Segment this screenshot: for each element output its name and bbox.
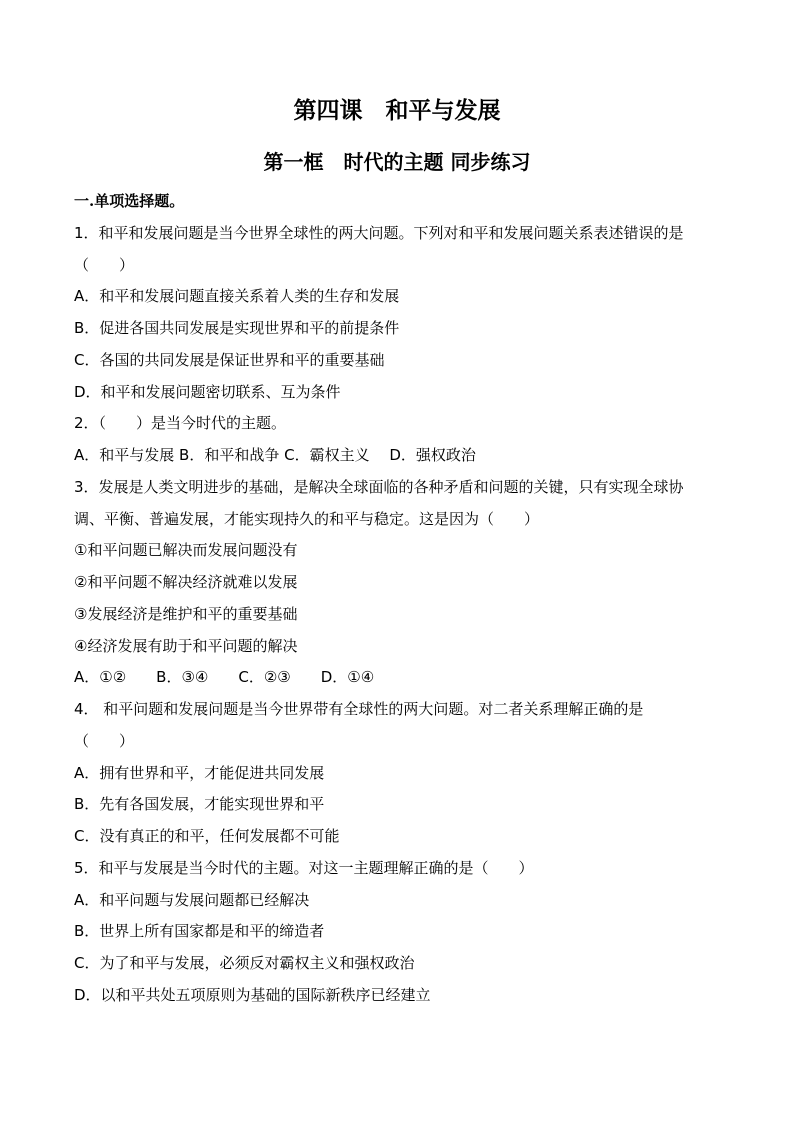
exercise-content [74,186,724,1012]
question-3-statement-2: ②和平问题不解决经济就难以发展 [74,573,298,591]
question-4-option-c: C．没有真正的和平，任何发展都不可能 [74,827,340,845]
question-1-option-a: A．和平和发展问题直接关系着人类的生存和发展 [74,287,400,306]
question-5-option-c: C．为了和平与发展，必须反对霸权主义和强权政治 [74,954,415,972]
question-3-stem-cont: 调、平衡、普遍发展，才能实现持久的和平与稳定。这是因为（ ） [74,509,540,528]
question-3-stem: 3．发展是人类文明进步的基础，是解决全球面临的各种矛盾和问题的关键，只有实现全球协 [74,477,684,496]
question-3-statement-4: ④经济发展有助于和平问题的解决 [74,636,298,655]
question-2-stem: 2．（ ）是当今时代的主题。 [74,414,287,433]
question-3-statement-1: ①和平问题已解决而发展问题没有 [74,541,298,560]
question-5-stem: 5．和平与发展是当今时代的主题。对这一主题理解正确的是（ ） [74,858,534,877]
question-4-option-b: B．先有各国发展，才能实现世界和平 [74,795,325,814]
question-5-option-d: D．以和平共处五项原则为基础的国际新秩序已经建立 [74,985,431,1004]
question-1-option-d: D．和平和发展问题密切联系、互为条件 [74,382,341,401]
question-2-options: A．和平与发展 B．和平和战争 C．霸权主义 D．强权政治 [74,446,476,464]
question-4-stem: 4． 和平问题和发展问题是当今世界带有全球性的两大问题。对二者关系理解正确的是 [74,700,644,718]
question-1-option-b: B．促进各国共同发展是实现世界和平的前提条件 [74,319,400,337]
question-5-option-b: B．世界上所有国家都是和平的缔造者 [74,922,325,941]
section-subtitle: 第一框 时代的主题 同步练习 [263,150,531,174]
lesson-title: 第四课 和平与发展 [293,97,501,124]
question-5-option-a: A．和平问题与发展问题都已经解决 [74,890,310,909]
question-3-options: A．①② B．③④ C．②③ D．①④ [74,668,375,687]
question-1-blank: （ ） [74,255,135,274]
question-3-statement-3: ③发展经济是维护和平的重要基础 [74,604,298,623]
question-4-option-a: A．拥有世界和平，才能促进共同发展 [74,763,325,782]
section-heading: 一.单项选择题。 [74,192,185,210]
question-1-option-c: C．各国的共同发展是保证世界和平的重要基础 [74,350,385,369]
question-1-stem: 1．和平和发展问题是当今世界全球性的两大问题。下列对和平和发展问题关系表述错误的是 [74,223,684,242]
question-4-blank: （ ） [74,731,135,750]
